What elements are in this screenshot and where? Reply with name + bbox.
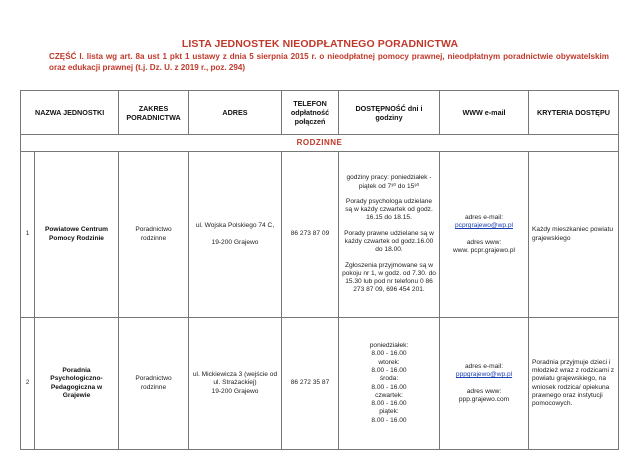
availability-line: wtorek:	[378, 358, 400, 366]
address-cell	[189, 318, 282, 450]
availability-psychologist: Porady psychologa udzielane są w każdy czwartek od godz. 16.15 do 18.15.	[345, 197, 433, 222]
availability-line: 8.00 - 16.00	[371, 366, 407, 374]
availability-line: 8.00 - 16.00	[371, 400, 407, 408]
section-label: RODZINNE	[21, 135, 619, 152]
email-label: adres e-mail:	[464, 213, 504, 221]
address-cell	[189, 152, 282, 318]
availability-legal: Porady prawne udzielane są w każdy czwartek od godz.16.00 do 18.00.	[344, 229, 434, 254]
phone-number: 86 272 35 87	[282, 318, 339, 450]
header-phone: TELEFON odpłatność połączeń	[282, 91, 339, 135]
availability-line: piątek:	[379, 408, 399, 416]
document-title: LISTA JEDNOSTEK NIEODPŁATNEGO PORADNICTWA	[181, 38, 459, 50]
table-row	[21, 318, 619, 450]
contact-cell	[440, 152, 529, 318]
availability-line: poniedziałek:	[369, 342, 409, 350]
document-subtitle: CZĘŚĆ I. lista wg art. 8a ust 1 pkt 1 ustawy z dnia 5 sierpnia 2015 r. o nieodpłatnej pomocy prawnej, nieodpłatnym poradnictwie obywatelskim oraz edukacji prawnej (t.j. Dz. U. z 2019 r., poz. 294)	[49, 52, 609, 72]
access-criteria: Poradnia przyjmuje dzieci i młodzież wraz z rodzicami z powiatu grajewskiego, na wniosek rodzica/ opiekuna prawnego oraz instytucji pomocowych.	[529, 318, 619, 450]
row-number: 1	[21, 152, 35, 318]
table-header-row	[21, 91, 619, 135]
contact-cell	[440, 318, 529, 450]
header-scope: ZAKRES PORADNICTWA	[119, 91, 189, 135]
section-row	[21, 135, 619, 152]
availability-line: 8.00 - 16.00	[371, 383, 407, 391]
institution-name: Powiatowe Centrum Pomocy Rodzinie	[35, 152, 119, 318]
email-link[interactable]: pcprgrajewo@wp.pl	[454, 222, 513, 230]
row-number: 2	[21, 318, 35, 450]
www-label: adres www:	[466, 387, 502, 395]
address-street: ul. Wojska Polskiego 74 C,	[195, 222, 275, 230]
table-row	[21, 152, 619, 318]
address-postal: 19-200 Grajewo	[211, 238, 259, 246]
access-criteria: Każdy mieszkaniec powiatu grajewskiego	[529, 152, 619, 318]
availability-line: 8.00 - 16.00	[371, 350, 407, 358]
availability-cell	[339, 318, 440, 450]
availability-cell	[339, 152, 440, 318]
availability-hours: godziny pracy: poniedziałek - piątek od 7³⁰ do 15³⁰	[346, 174, 432, 190]
header-www: WWW e-mail	[440, 91, 529, 135]
header-availability: DOSTĘPNOŚĆ dni i godziny	[339, 91, 440, 135]
email-link[interactable]: pppgrajewo@wp.pl	[455, 371, 513, 379]
header-name: NAZWA JEDNOSTKI	[21, 91, 119, 135]
availability-line: 8.00 - 16.00	[371, 416, 407, 424]
www-link[interactable]: www. pcpr.grajewo.pl	[453, 246, 515, 254]
www-label: adres www:	[466, 238, 502, 246]
availability-line: środa:	[379, 375, 399, 383]
address-street: ul. Mickiewicza 3 (wejście od ul. Strażackiej)	[192, 371, 278, 387]
institutions-table	[20, 90, 619, 450]
availability-line: czwartek:	[375, 391, 403, 399]
institution-name: Poradnia Psychologiczno-Pedagogiczna w Grajewie	[35, 318, 119, 450]
counseling-scope: Poradnictwo rodzinne	[119, 152, 189, 318]
address-postal: 19-200 Grajewo	[211, 387, 259, 395]
email-label: adres e-mail:	[464, 362, 504, 370]
header-criteria: KRYTERIA DOSTĘPU	[529, 91, 619, 135]
availability-registration: Zgłoszenia przyjmowane są w pokoju nr 1, w godz. od 7.30. do 15.30 lub pod nr telefonu 0 86 273 87 09, 696 454 201.	[342, 261, 436, 294]
phone-number: 86 273 87 09	[282, 152, 339, 318]
counseling-scope: Poradnictwo rodzinne	[119, 318, 189, 450]
header-address: ADRES	[189, 91, 282, 135]
www-link[interactable]: ppp.grajewo.com	[458, 395, 510, 403]
